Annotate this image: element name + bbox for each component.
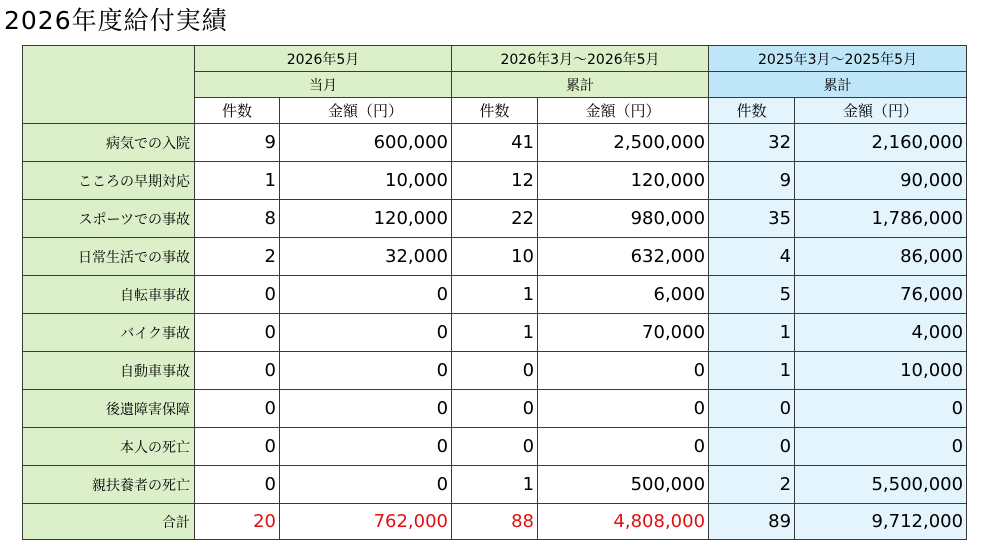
count-cell: 0: [195, 428, 280, 466]
amount-cell: 980,000: [538, 200, 709, 238]
count-cell: 9: [195, 124, 280, 162]
table-row: [23, 314, 967, 352]
period-header-cumulative-2025: 2025年3月～2025年5月: [709, 46, 967, 72]
row-label: 病気での入院: [23, 124, 195, 162]
benefit-results-table: [22, 45, 967, 540]
subcol-amount: 金額（円）: [795, 98, 967, 124]
count-cell: 35: [709, 200, 795, 238]
subcol-amount: 金額（円）: [538, 98, 709, 124]
amount-cell: 762,000: [280, 504, 452, 540]
count-cell: 10: [452, 238, 538, 276]
amount-cell: 0: [280, 466, 452, 504]
count-cell: 0: [195, 314, 280, 352]
count-cell: 1: [452, 466, 538, 504]
row-label: 親扶養者の死亡: [23, 466, 195, 504]
subcol-amount: 金額（円）: [280, 98, 452, 124]
count-cell: 1: [452, 276, 538, 314]
page-title: 2026年度給付実績: [4, 6, 228, 35]
count-cell: 22: [452, 200, 538, 238]
amount-cell: 632,000: [538, 238, 709, 276]
row-label: 後遺障害保障: [23, 390, 195, 428]
amount-cell: 70,000: [538, 314, 709, 352]
count-cell: 0: [195, 466, 280, 504]
amount-cell: 76,000: [795, 276, 967, 314]
amount-cell: 0: [280, 428, 452, 466]
amount-cell: 0: [280, 352, 452, 390]
row-label: バイク事故: [23, 314, 195, 352]
amount-cell: 2,500,000: [538, 124, 709, 162]
amount-cell: 0: [280, 390, 452, 428]
amount-cell: 10,000: [795, 352, 967, 390]
amount-cell: 4,000: [795, 314, 967, 352]
amount-cell: 1,786,000: [795, 200, 967, 238]
amount-cell: 5,500,000: [795, 466, 967, 504]
row-label: こころの早期対応: [23, 162, 195, 200]
count-cell: 8: [195, 200, 280, 238]
count-cell: 12: [452, 162, 538, 200]
count-cell: 0: [195, 390, 280, 428]
corner-cell: [23, 46, 195, 124]
amount-cell: 0: [538, 390, 709, 428]
count-cell: 0: [195, 352, 280, 390]
amount-cell: 0: [280, 276, 452, 314]
amount-cell: 86,000: [795, 238, 967, 276]
table-row: [23, 466, 967, 504]
row-label: 自動車事故: [23, 352, 195, 390]
period-header-current-month: 2026年5月: [195, 46, 452, 72]
period-sub-cumulative-2025: 累計: [709, 72, 967, 98]
subcol-count: 件数: [452, 98, 538, 124]
row-label: 本人の死亡: [23, 428, 195, 466]
table-row: [23, 276, 967, 314]
table-row: [23, 352, 967, 390]
count-cell: 0: [709, 428, 795, 466]
amount-cell: 32,000: [280, 238, 452, 276]
count-cell: 89: [709, 504, 795, 540]
period-sub-current-month: 当月: [195, 72, 452, 98]
amount-cell: 0: [538, 428, 709, 466]
count-cell: 2: [195, 238, 280, 276]
amount-cell: 4,808,000: [538, 504, 709, 540]
table-row: [23, 390, 967, 428]
count-cell: 9: [709, 162, 795, 200]
row-label: 日常生活での事故: [23, 238, 195, 276]
count-cell: 0: [709, 390, 795, 428]
amount-cell: 0: [795, 428, 967, 466]
subcol-count: 件数: [709, 98, 795, 124]
amount-cell: 500,000: [538, 466, 709, 504]
count-cell: 1: [452, 314, 538, 352]
table-row: [23, 238, 967, 276]
total-row: [23, 504, 967, 540]
table-row: [23, 124, 967, 162]
count-cell: 0: [452, 428, 538, 466]
count-cell: 1: [195, 162, 280, 200]
amount-cell: 120,000: [280, 200, 452, 238]
amount-cell: 0: [795, 390, 967, 428]
table-row: [23, 428, 967, 466]
amount-cell: 2,160,000: [795, 124, 967, 162]
amount-cell: 600,000: [280, 124, 452, 162]
count-cell: 41: [452, 124, 538, 162]
amount-cell: 6,000: [538, 276, 709, 314]
row-label: スポーツでの事故: [23, 200, 195, 238]
period-sub-cumulative-2026: 累計: [452, 72, 709, 98]
count-cell: 32: [709, 124, 795, 162]
count-cell: 0: [195, 276, 280, 314]
count-cell: 4: [709, 238, 795, 276]
count-cell: 0: [452, 352, 538, 390]
total-label: 合計: [23, 504, 195, 540]
count-cell: 5: [709, 276, 795, 314]
amount-cell: 9,712,000: [795, 504, 967, 540]
table-row: [23, 200, 967, 238]
amount-cell: 0: [280, 314, 452, 352]
count-cell: 20: [195, 504, 280, 540]
amount-cell: 10,000: [280, 162, 452, 200]
count-cell: 1: [709, 314, 795, 352]
period-header-cumulative-2026: 2026年3月～2026年5月: [452, 46, 709, 72]
amount-cell: 90,000: [795, 162, 967, 200]
count-cell: 88: [452, 504, 538, 540]
row-label: 自転車事故: [23, 276, 195, 314]
amount-cell: 120,000: [538, 162, 709, 200]
subcol-count: 件数: [195, 98, 280, 124]
amount-cell: 0: [538, 352, 709, 390]
count-cell: 1: [709, 352, 795, 390]
table-row: [23, 162, 967, 200]
count-cell: 0: [452, 390, 538, 428]
count-cell: 2: [709, 466, 795, 504]
